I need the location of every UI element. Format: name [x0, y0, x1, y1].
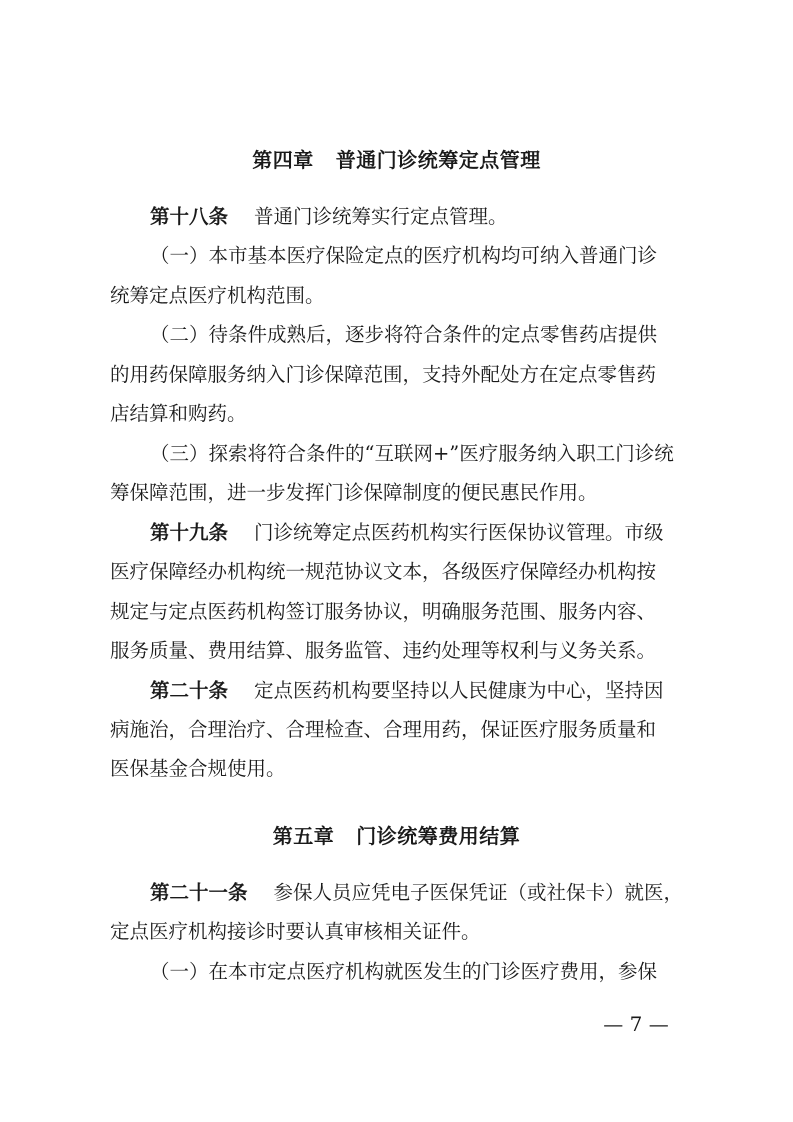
- article-19-number: 第十九条: [150, 521, 229, 544]
- article-20-text-1: 定点医药机构要坚持以人民健康为中心，坚持因: [254, 679, 664, 702]
- chapter-5-heading: [0, 822, 793, 850]
- article-21-line-1: [150, 879, 690, 907]
- article-19-line-3: 规定与定点医药机构签订服务协议，明确服务范围、服务内容、: [110, 600, 657, 623]
- article-19-line-1: [150, 519, 690, 547]
- article-18-line-8: 筹保障范围，进一步发挥门诊保障制度的便民惠民作用。: [110, 481, 598, 504]
- article-18-line-4: （二）待条件成熟后，逐步将符合条件的定点零售药店提供: [150, 323, 658, 346]
- article-21-line-3: （一）在本市定点医疗机构就医发生的门诊医疗费用，参保: [150, 960, 658, 983]
- article-21-number: 第二十一条: [150, 881, 248, 904]
- article-18-line-1: [150, 203, 690, 231]
- article-18-line-3: 统筹定点医疗机构范围。: [110, 284, 325, 307]
- article-18-line-6: 店结算和购药。: [110, 402, 247, 425]
- article-20-line-1: [150, 677, 690, 705]
- article-19-line-2: 医疗保障经办机构统一规范协议文本，各级医疗保障经办机构按: [110, 560, 657, 583]
- chapter-4-heading: [0, 146, 793, 174]
- article-20-line-3: 医保基金合规使用。: [110, 757, 286, 780]
- chapter-5-number: 第五章: [272, 824, 335, 848]
- article-21-text-1: 参保人员应凭电子医保凭证（或社保卡）就医，: [273, 881, 684, 904]
- article-18-text-1: 普通门诊统筹实行定点管理。: [254, 205, 508, 228]
- chapter-4-number: 第四章: [252, 148, 314, 172]
- article-18-line-2: （一）本市基本医疗保险定点的医疗机构均可纳入普通门诊: [150, 244, 658, 267]
- article-20-line-2: 病施治，合理治疗、合理检查、合理用药，保证医疗服务质量和: [110, 718, 657, 741]
- article-18-number: 第十八条: [150, 205, 229, 228]
- article-19-line-4: 服务质量、费用结算、服务监管、违约处理等权利与义务关系。: [110, 639, 657, 662]
- article-19-text-1: 门诊统筹定点医药机构实行医保协议管理。市级: [254, 521, 664, 544]
- article-21-line-2: 定点医疗机构接诊时要认真审核相关证件。: [110, 920, 481, 943]
- article-18-line-5: 的用药保障服务纳入门诊保障范围，支持外配处方在定点零售药: [110, 363, 657, 386]
- article-18-line-7: （三）探索将符合条件的“互联网+”医疗服务纳入职工门诊统: [150, 442, 674, 465]
- article-20-number: 第二十条: [150, 679, 229, 702]
- page-number: — 7 —: [603, 1012, 669, 1036]
- chapter-4-title: 普通门诊统筹定点管理: [335, 148, 541, 172]
- chapter-5-title: 门诊统筹费用结算: [356, 824, 521, 848]
